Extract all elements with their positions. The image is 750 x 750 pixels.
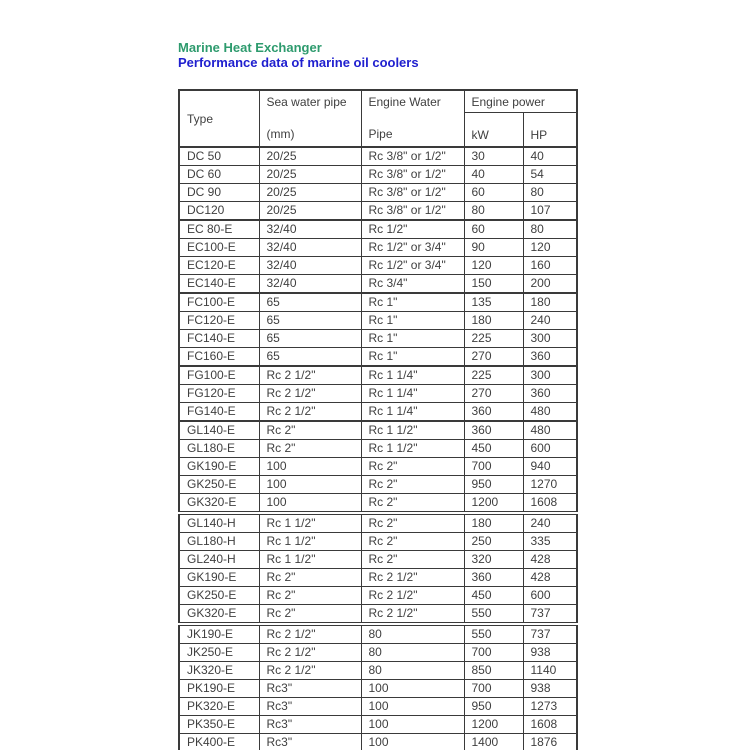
sea-water-pipe-cell: 65	[259, 293, 361, 312]
hp-cell: 938	[523, 644, 577, 662]
sea-water-pipe-cell: 100	[259, 458, 361, 476]
kw-cell: 1400	[464, 734, 523, 750]
performance-table	[178, 89, 578, 750]
kw-cell: 360	[464, 421, 523, 440]
table-group	[179, 293, 577, 366]
column-header-type: Type	[179, 90, 259, 147]
table-group	[179, 513, 577, 624]
sea-water-pipe-cell: Rc 2 1/2"	[259, 403, 361, 422]
engine-water-pipe-cell: 100	[361, 734, 464, 750]
table-row	[179, 184, 577, 202]
table-row	[179, 513, 577, 533]
engine-water-pipe-cell: Rc 2"	[361, 476, 464, 494]
kw-cell: 550	[464, 624, 523, 644]
type-cell: GK250-E	[179, 587, 259, 605]
kw-cell: 225	[464, 330, 523, 348]
sea-water-pipe-cell: Rc 1 1/2"	[259, 513, 361, 533]
column-header-engine-water-line2: Pipe	[368, 127, 393, 141]
kw-cell: 850	[464, 662, 523, 680]
type-cell: DC120	[179, 202, 259, 221]
hp-cell: 120	[523, 239, 577, 257]
type-cell: FC140-E	[179, 330, 259, 348]
type-cell: PK190-E	[179, 680, 259, 698]
type-cell: EC 80-E	[179, 220, 259, 239]
type-cell: GL240-H	[179, 551, 259, 569]
sea-water-pipe-cell: 32/40	[259, 220, 361, 239]
sea-water-pipe-cell: Rc3"	[259, 680, 361, 698]
hp-cell: 240	[523, 513, 577, 533]
engine-water-pipe-cell: Rc 1/2" or 3/4"	[361, 257, 464, 275]
type-cell: GK190-E	[179, 569, 259, 587]
hp-cell: 107	[523, 202, 577, 221]
table-row	[179, 275, 577, 294]
table-row	[179, 330, 577, 348]
hp-cell: 428	[523, 551, 577, 569]
kw-cell: 90	[464, 239, 523, 257]
sea-water-pipe-cell: 32/40	[259, 257, 361, 275]
hp-cell: 1876	[523, 734, 577, 750]
hp-cell: 1140	[523, 662, 577, 680]
table-row	[179, 147, 577, 166]
sea-water-pipe-cell: 32/40	[259, 275, 361, 294]
type-cell: FC160-E	[179, 348, 259, 367]
hp-cell: 428	[523, 569, 577, 587]
type-cell: EC120-E	[179, 257, 259, 275]
kw-cell: 700	[464, 680, 523, 698]
type-cell: PK400-E	[179, 734, 259, 750]
hp-cell: 80	[523, 220, 577, 239]
hp-cell: 1270	[523, 476, 577, 494]
table-header	[179, 90, 577, 147]
sea-water-pipe-cell: Rc 2 1/2"	[259, 366, 361, 385]
kw-cell: 550	[464, 605, 523, 625]
hp-cell: 737	[523, 605, 577, 625]
engine-water-pipe-cell: Rc 2 1/2"	[361, 587, 464, 605]
kw-cell: 1200	[464, 716, 523, 734]
sea-water-pipe-cell: Rc 2"	[259, 440, 361, 458]
table-row	[179, 403, 577, 422]
table-row	[179, 293, 577, 312]
engine-water-pipe-cell: Rc 2 1/2"	[361, 569, 464, 587]
type-cell: GK190-E	[179, 458, 259, 476]
sea-water-pipe-cell: 20/25	[259, 202, 361, 221]
sea-water-pipe-cell: Rc 2"	[259, 569, 361, 587]
hp-cell: 200	[523, 275, 577, 294]
type-cell: DC 60	[179, 166, 259, 184]
table-row	[179, 698, 577, 716]
kw-cell: 40	[464, 166, 523, 184]
table-row	[179, 662, 577, 680]
type-cell: PK350-E	[179, 716, 259, 734]
engine-water-pipe-cell: 80	[361, 624, 464, 644]
table-row	[179, 366, 577, 385]
column-header-engine-power: Engine power	[464, 90, 577, 113]
kw-cell: 150	[464, 275, 523, 294]
column-header-engine-water-line1: Engine Water	[368, 95, 441, 109]
hp-cell: 360	[523, 385, 577, 403]
hp-cell: 480	[523, 421, 577, 440]
type-cell: GL180-E	[179, 440, 259, 458]
type-cell: FC120-E	[179, 312, 259, 330]
hp-cell: 300	[523, 330, 577, 348]
kw-cell: 180	[464, 312, 523, 330]
table-row	[179, 220, 577, 239]
hp-cell: 180	[523, 293, 577, 312]
kw-cell: 250	[464, 533, 523, 551]
sea-water-pipe-cell: 20/25	[259, 166, 361, 184]
type-cell: PK320-E	[179, 698, 259, 716]
sea-water-pipe-cell: Rc 1 1/2"	[259, 551, 361, 569]
table-row	[179, 734, 577, 750]
kw-cell: 270	[464, 348, 523, 367]
type-cell: GL180-H	[179, 533, 259, 551]
kw-cell: 360	[464, 569, 523, 587]
kw-cell: 950	[464, 698, 523, 716]
type-cell: EC140-E	[179, 275, 259, 294]
kw-cell: 450	[464, 440, 523, 458]
table-group	[179, 421, 577, 513]
type-cell: GK250-E	[179, 476, 259, 494]
engine-water-pipe-cell: Rc 2"	[361, 533, 464, 551]
type-cell: JK320-E	[179, 662, 259, 680]
table-row	[179, 385, 577, 403]
engine-water-pipe-cell: Rc 1 1/4"	[361, 403, 464, 422]
table-row	[179, 166, 577, 184]
hp-cell: 360	[523, 348, 577, 367]
kw-cell: 135	[464, 293, 523, 312]
sea-water-pipe-cell: Rc 1 1/2"	[259, 533, 361, 551]
table-row	[179, 680, 577, 698]
table-row	[179, 551, 577, 569]
hp-cell: 1608	[523, 494, 577, 514]
column-header-kw: kW	[464, 113, 523, 147]
engine-water-pipe-cell: Rc 3/8" or 1/2"	[361, 166, 464, 184]
column-header-sea-water-pipe-line1: Sea water pipe	[266, 95, 347, 109]
sea-water-pipe-cell: Rc3"	[259, 734, 361, 750]
column-header-sea-water-pipe-unit: (mm)	[266, 127, 295, 141]
kw-cell: 30	[464, 147, 523, 166]
column-header-hp: HP	[523, 113, 577, 147]
engine-water-pipe-cell: Rc 3/8" or 1/2"	[361, 202, 464, 221]
hp-cell: 938	[523, 680, 577, 698]
kw-cell: 950	[464, 476, 523, 494]
sea-water-pipe-cell: Rc 2"	[259, 421, 361, 440]
hp-cell: 54	[523, 166, 577, 184]
hp-cell: 160	[523, 257, 577, 275]
table-row	[179, 312, 577, 330]
sea-water-pipe-cell: 100	[259, 494, 361, 514]
table-row	[179, 587, 577, 605]
table-row	[179, 202, 577, 221]
type-cell: DC 50	[179, 147, 259, 166]
engine-water-pipe-cell: Rc 3/8" or 1/2"	[361, 184, 464, 202]
hp-cell: 600	[523, 587, 577, 605]
table-row	[179, 605, 577, 625]
sea-water-pipe-cell: 100	[259, 476, 361, 494]
engine-water-pipe-cell: Rc 1 1/4"	[361, 366, 464, 385]
type-cell: GK320-E	[179, 494, 259, 514]
engine-water-pipe-cell: Rc 1"	[361, 348, 464, 367]
engine-water-pipe-cell: Rc 3/4"	[361, 275, 464, 294]
kw-cell: 450	[464, 587, 523, 605]
hp-cell: 335	[523, 533, 577, 551]
table-row	[179, 624, 577, 644]
hp-cell: 80	[523, 184, 577, 202]
table-group	[179, 624, 577, 750]
sea-water-pipe-cell: 20/25	[259, 184, 361, 202]
table-row	[179, 644, 577, 662]
engine-water-pipe-cell: 100	[361, 680, 464, 698]
sea-water-pipe-cell: Rc 2"	[259, 587, 361, 605]
page-title: Marine Heat Exchanger	[178, 40, 322, 55]
table-group	[179, 220, 577, 293]
engine-water-pipe-cell: Rc 1"	[361, 293, 464, 312]
table-row	[179, 421, 577, 440]
kw-cell: 225	[464, 366, 523, 385]
hp-cell: 1273	[523, 698, 577, 716]
sea-water-pipe-cell: 65	[259, 330, 361, 348]
engine-water-pipe-cell: Rc 2"	[361, 551, 464, 569]
table-row	[179, 239, 577, 257]
column-header-sea-water-pipe	[259, 90, 361, 147]
sea-water-pipe-cell: 65	[259, 348, 361, 367]
kw-cell: 360	[464, 403, 523, 422]
table-row	[179, 494, 577, 514]
engine-water-pipe-cell: Rc 1 1/4"	[361, 385, 464, 403]
engine-water-pipe-cell: Rc 1"	[361, 330, 464, 348]
sea-water-pipe-cell: Rc 2 1/2"	[259, 662, 361, 680]
engine-water-pipe-cell: Rc 2"	[361, 458, 464, 476]
kw-cell: 320	[464, 551, 523, 569]
content-block	[178, 40, 578, 750]
page-subtitle: Performance data of marine oil coolers	[178, 55, 419, 70]
sea-water-pipe-cell: Rc 2 1/2"	[259, 644, 361, 662]
hp-cell: 737	[523, 624, 577, 644]
hp-cell: 1608	[523, 716, 577, 734]
kw-cell: 80	[464, 202, 523, 221]
engine-water-pipe-cell: Rc 1"	[361, 312, 464, 330]
table-row	[179, 348, 577, 367]
hp-cell: 600	[523, 440, 577, 458]
type-cell: DC 90	[179, 184, 259, 202]
kw-cell: 700	[464, 644, 523, 662]
engine-water-pipe-cell: Rc 1 1/2"	[361, 440, 464, 458]
table-group	[179, 366, 577, 421]
type-cell: EC100-E	[179, 239, 259, 257]
hp-cell: 40	[523, 147, 577, 166]
kw-cell: 1200	[464, 494, 523, 514]
type-cell: FG140-E	[179, 403, 259, 422]
type-cell: FG100-E	[179, 366, 259, 385]
kw-cell: 120	[464, 257, 523, 275]
sea-water-pipe-cell: 65	[259, 312, 361, 330]
sea-water-pipe-cell: Rc3"	[259, 698, 361, 716]
engine-water-pipe-cell: 80	[361, 644, 464, 662]
sea-water-pipe-cell: Rc3"	[259, 716, 361, 734]
engine-water-pipe-cell: Rc 1 1/2"	[361, 421, 464, 440]
table-group	[179, 147, 577, 220]
sea-water-pipe-cell: Rc 2 1/2"	[259, 624, 361, 644]
type-cell: GK320-E	[179, 605, 259, 625]
kw-cell: 60	[464, 184, 523, 202]
hp-cell: 940	[523, 458, 577, 476]
table-row	[179, 458, 577, 476]
table-row	[179, 569, 577, 587]
kw-cell: 270	[464, 385, 523, 403]
engine-water-pipe-cell: Rc 2"	[361, 494, 464, 514]
engine-water-pipe-cell: Rc 3/8" or 1/2"	[361, 147, 464, 166]
sea-water-pipe-cell: 32/40	[259, 239, 361, 257]
engine-water-pipe-cell: Rc 1/2"	[361, 220, 464, 239]
type-cell: JK190-E	[179, 624, 259, 644]
engine-water-pipe-cell: 100	[361, 716, 464, 734]
type-cell: JK250-E	[179, 644, 259, 662]
table-row	[179, 533, 577, 551]
engine-water-pipe-cell: Rc 1/2" or 3/4"	[361, 239, 464, 257]
type-cell: FG120-E	[179, 385, 259, 403]
type-cell: GL140-E	[179, 421, 259, 440]
type-cell: FC100-E	[179, 293, 259, 312]
sea-water-pipe-cell: Rc 2 1/2"	[259, 385, 361, 403]
table-row	[179, 716, 577, 734]
hp-cell: 480	[523, 403, 577, 422]
sea-water-pipe-cell: 20/25	[259, 147, 361, 166]
engine-water-pipe-cell: 80	[361, 662, 464, 680]
hp-cell: 240	[523, 312, 577, 330]
table-row	[179, 257, 577, 275]
engine-water-pipe-cell: 100	[361, 698, 464, 716]
sea-water-pipe-cell: Rc 2"	[259, 605, 361, 625]
table-row	[179, 476, 577, 494]
engine-water-pipe-cell: Rc 2 1/2"	[361, 605, 464, 625]
kw-cell: 180	[464, 513, 523, 533]
engine-water-pipe-cell: Rc 2"	[361, 513, 464, 533]
kw-cell: 60	[464, 220, 523, 239]
column-header-engine-water-pipe	[361, 90, 464, 147]
kw-cell: 700	[464, 458, 523, 476]
table-row	[179, 440, 577, 458]
type-cell: GL140-H	[179, 513, 259, 533]
hp-cell: 300	[523, 366, 577, 385]
